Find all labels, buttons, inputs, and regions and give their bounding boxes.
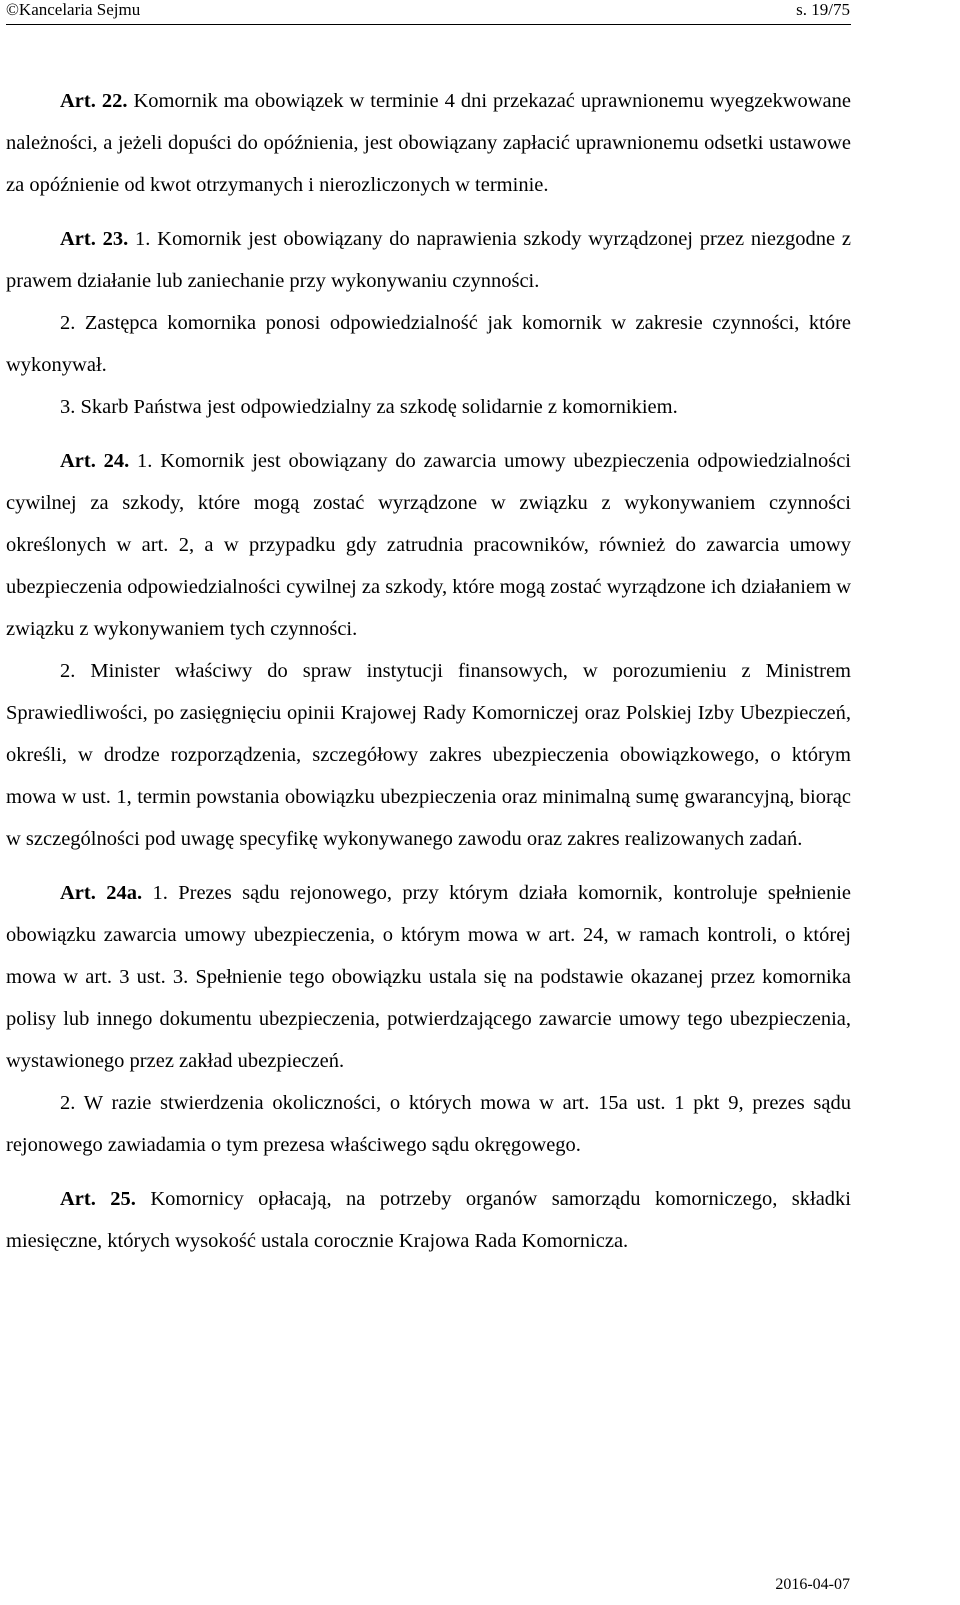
document-body bbox=[6, 80, 851, 1262]
paragraph-text: Komornicy opłacają, na potrzeby organów samorządu komorniczego, składki miesięczne, których wysokość ustala corocznie Krajowa Rada Komornicza. bbox=[6, 1188, 851, 1252]
article-24a-ust-1 bbox=[6, 872, 851, 1082]
article-heading: Art. 22. bbox=[60, 90, 128, 112]
article-22 bbox=[6, 80, 851, 206]
paragraph-text: Komornik ma obowiązek w terminie 4 dni przekazać uprawnionemu wyegzekwowane należności, a jeżeli dopuści do opóźnienia, jest obowiązany zapłacić uprawnionemu odsetki ustawowe za opóźnienie od kwot otrzymanych i nierozliczonych w terminie. bbox=[6, 90, 852, 196]
article-25 bbox=[6, 1178, 851, 1262]
page-header bbox=[0, 0, 960, 24]
article-23-ust-3 bbox=[6, 386, 851, 428]
article-heading: Art. 25. bbox=[60, 1188, 136, 1210]
article-23-ust-2 bbox=[6, 302, 851, 386]
article-24-ust-2 bbox=[6, 650, 851, 860]
paragraph-text: 1. Komornik jest obowiązany do zawarcia umowy ubezpieczenia odpowiedzialności cywilnej za szkody, które mogą zostać wyrządzone w związku z wykonywaniem czynności określonych w art. 2, a w przypadku gdy zatrudnia pracowników, również do zawarcia umowy ubezpieczenia odpowiedzialności cywilnej za szkody, które mogą zostać wyrządzone ich działaniem w związku z wykonywaniem tych czynności. bbox=[6, 450, 852, 640]
paragraph-text: 2. W razie stwierdzenia okoliczności, o których mowa w art. 15a ust. 1 pkt 9, prezes sądu rejonowego zawiadamia o tym prezesa właściwego sądu okręgowego. bbox=[6, 1092, 851, 1156]
paragraph-text: 2. Zastępca komornika ponosi odpowiedzialność jak komornik w zakresie czynności, które wykonywał. bbox=[6, 312, 851, 376]
article-24-ust-1 bbox=[6, 440, 851, 650]
article-23-ust-1 bbox=[6, 218, 851, 302]
paragraph-text: 1. Prezes sądu rejonowego, przy którym działa komornik, kontroluje spełnienie obowiązku zawarcia umowy ubezpieczenia, o którym mowa w art. 24, w ramach kontroli, o której mowa w art. 3 ust. 3. Spełnienie tego obowiązku ustala się na podstawie okazanej przez komornika polisy lub innego dokumentu ubezpieczenia, potwierdzającego zawarcie umowy tego ubezpieczenia, wystawionego przez zakład ubezpieczeń. bbox=[6, 882, 851, 1072]
article-24a-ust-2 bbox=[6, 1082, 851, 1166]
footer-date: 2016-04-07 bbox=[775, 1576, 850, 1593]
article-heading: Art. 23. bbox=[60, 228, 129, 250]
header-divider bbox=[6, 24, 851, 25]
header-publisher: ©Kancelaria Sejmu bbox=[6, 0, 141, 19]
paragraph-text: 3. Skarb Państwa jest odpowiedzialny za szkodę solidarnie z komornikiem. bbox=[60, 396, 678, 418]
header-page-number: s. 19/75 bbox=[796, 0, 850, 19]
article-heading: Art. 24. bbox=[60, 450, 130, 472]
paragraph-text: 1. Komornik jest obowiązany do naprawienia szkody wyrządzonej przez niezgodne z prawem działanie lub zaniechanie przy wykonywaniu czynności. bbox=[6, 228, 852, 292]
article-heading: Art. 24a. bbox=[60, 882, 143, 904]
paragraph-text: 2. Minister właściwy do spraw instytucji finansowych, w porozumieniu z Ministrem Sprawiedliwości, po zasięgnięciu opinii Krajowej Rady Komorniczej oraz Polskiej Izby Ubezpieczeń, określi, w drodze rozporządzenia, szczegółowy zakres ubezpieczenia obowiązkowego, o którym mowa w ust. 1, termin powstania obowiązku ubezpieczenia oraz minimalną sumę gwarancyjną, biorąc w szczególności pod uwagę specyfikę wykonywanego zawodu oraz zakres realizowanych zadań. bbox=[6, 660, 851, 850]
